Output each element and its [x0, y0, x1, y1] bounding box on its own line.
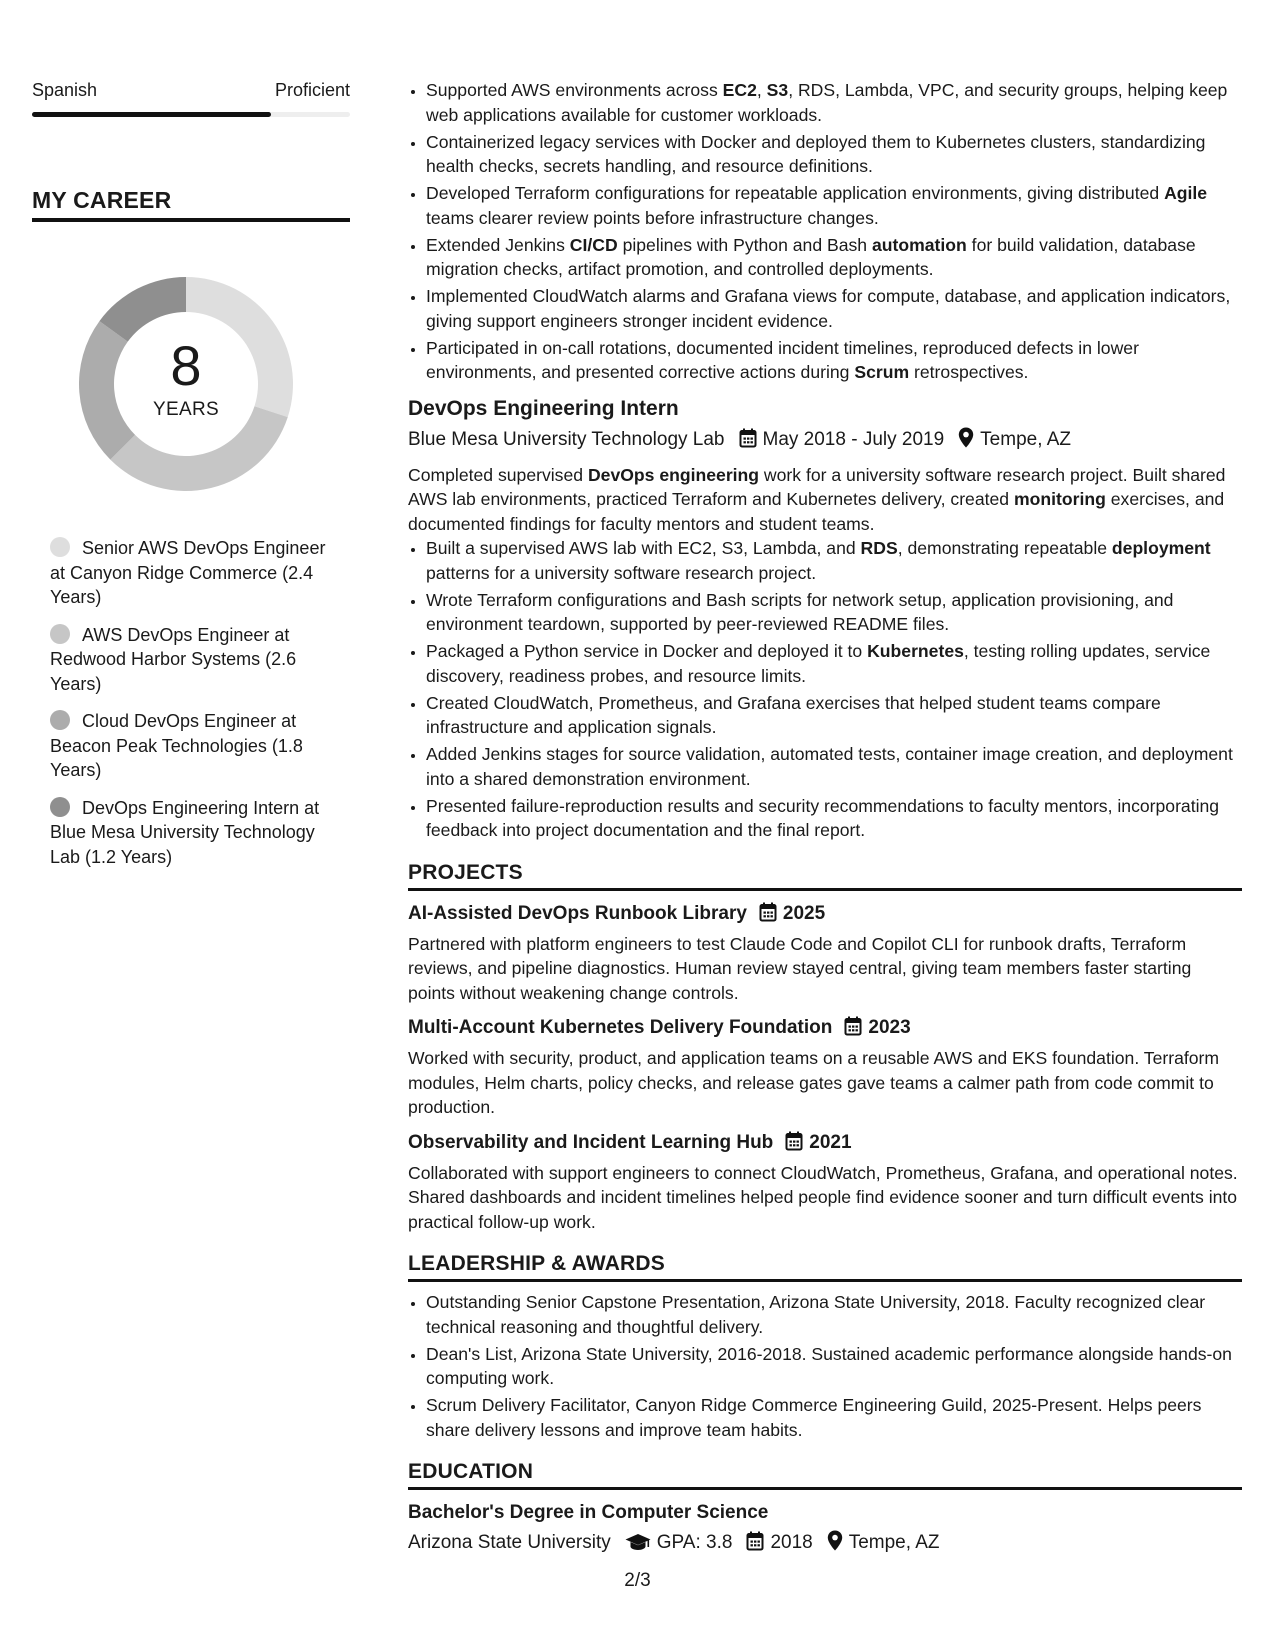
- calendar-icon: [785, 1131, 803, 1159]
- career-legend-item: [50, 796, 340, 870]
- bullet-item: • Presented failure-reproduction results and security recommendations to faculty mentors, incorporating feedback into project documentation and the final report.: [426, 794, 1242, 843]
- bullet-item: • Outstanding Senior Capstone Presentation, Arizona State University, 2018. Faculty recognized clear technical reasoning and thoughtful delivery.: [426, 1290, 1242, 1339]
- legend-dot: [50, 710, 70, 730]
- location-pin-icon: [827, 1530, 843, 1560]
- sidebar: [32, 78, 350, 882]
- bullet-item: • Dean's List, Arizona State University, 2016-2018. Sustained academic performance alongside hands-on computing work.: [426, 1342, 1242, 1391]
- job-location: Tempe, AZ: [980, 428, 1071, 450]
- project-year: 2021: [809, 1131, 852, 1153]
- education-location: Tempe, AZ: [848, 1532, 940, 1553]
- language-row: [32, 78, 350, 102]
- bullet-item: • Supported AWS environments across EC2, S3, RDS, Lambda, VPC, and security groups, helping keep web applications available for customer workloads.: [426, 78, 1242, 127]
- bullet-item: • Implemented CloudWatch alarms and Grafana views for compute, database, and application indicators, giving support engineers stronger incident evidence.: [426, 284, 1242, 333]
- career-legend-item: [50, 709, 340, 783]
- leadership-list: [408, 1290, 1242, 1442]
- education-gpa: GPA: 3.8: [656, 1532, 733, 1553]
- career-legend-item: [50, 536, 340, 610]
- bullet-item: • Added Jenkins stages for source validation, automated tests, container image creation, and deployment into a shared demonstration environment.: [426, 742, 1242, 791]
- legend-dot: [50, 624, 70, 644]
- career-donut-chart: [66, 264, 306, 504]
- projects-heading: PROJECTS: [408, 861, 1242, 891]
- career-total-unit: YEARS: [153, 399, 219, 420]
- project-year: 2023: [868, 1017, 911, 1038]
- education-year: 2018: [770, 1532, 813, 1553]
- career-heading: MY CAREER: [32, 187, 350, 222]
- school-name: Arizona State University: [408, 1532, 611, 1553]
- job-company: Blue Mesa University Technology Lab: [408, 428, 725, 450]
- career-legend-label: Senior AWS DevOps Engineer at Canyon Ridge Commerce (2.4 Years): [50, 538, 326, 607]
- career-legend: [32, 536, 350, 869]
- job-title: DevOps Engineering Intern: [408, 396, 679, 420]
- job-bullets: [408, 536, 1242, 843]
- donut-center: [66, 264, 306, 504]
- project-description: Partnered with platform engineers to test Claude Code and Copilot CLI for runbook drafts, Terraform reviews, and pipeline diagnostics. Human review stayed central, giving team members faster starting points without weakening change controls.: [408, 933, 1192, 1003]
- bullet-item: • Packaged a Python service in Docker and deployed it to Kubernetes, testing rolling updates, service discovery, readiness probes, and resource limits.: [426, 639, 1242, 688]
- education-heading: EDUCATION: [408, 1460, 1242, 1490]
- project-title-row: [408, 1130, 1242, 1159]
- language-level: Proficient: [274, 80, 350, 100]
- project-entry: [408, 1015, 1242, 1120]
- location-pin-icon: [958, 427, 974, 457]
- career-legend-label: AWS DevOps Engineer at Redwood Harbor Systems (2.6 Years): [50, 624, 297, 694]
- bullet-item: • Participated in on-call rotations, documented incident timelines, reproduced defects in lower environments, and presented corrective actions during Scrum retrospectives.: [426, 336, 1242, 385]
- language-proficiency-bar: [32, 112, 350, 117]
- previous-job-bullets: [408, 78, 1242, 385]
- project-title: Multi-Account Kubernetes Delivery Foundation: [408, 1017, 833, 1038]
- degree-title: Bachelor's Degree in Computer Science: [408, 1502, 769, 1523]
- bullet-item: • Extended Jenkins CI/CD pipelines with Python and Bash automation for build validation, database migration checks, artifact promotion, and controlled deployments.: [426, 233, 1242, 282]
- project-year: 2025: [782, 902, 826, 924]
- calendar-icon: [759, 902, 777, 930]
- job-dates: May 2018 - July 2019: [762, 428, 945, 450]
- bullet-item: • Created CloudWatch, Prometheus, and Grafana exercises that helped student teams compare infrastructure and application signals.: [426, 691, 1242, 740]
- calendar-icon: [844, 1016, 862, 1044]
- bullet-item: • Containerized legacy services with Docker and deployed them to Kubernetes clusters, standardizing health checks, secrets handling, and resource definitions.: [426, 130, 1242, 179]
- job-meta: [408, 426, 1242, 457]
- graduation-cap-icon: [625, 1532, 651, 1560]
- project-entry: [408, 1130, 1242, 1235]
- legend-dot: [50, 797, 70, 817]
- career-legend-label: Cloud DevOps Engineer at Beacon Peak Technologies (1.8 Years): [50, 711, 303, 780]
- calendar-icon: [739, 428, 757, 457]
- project-description: Collaborated with support engineers to connect CloudWatch, Prometheus, Grafana, and operational notes. Shared dashboards and incident timelines helped people find evidence sooner and turn difficult events into practical follow-up work.: [408, 1162, 1238, 1232]
- project-title: Observability and Incident Learning Hub: [408, 1131, 774, 1153]
- calendar-icon: [746, 1531, 764, 1560]
- job-summary: Completed supervised DevOps engineering work for a university software research project. Built shared AWS lab environments, practiced Terraform and Kubernetes delivery, created monitoring exercises, and documented findings for faculty mentors and student teams.: [408, 464, 1226, 534]
- project-description: Worked with security, product, and application teams on a reusable AWS and EKS foundation. Terraform modules, Helm charts, policy checks, and release gates gave teams a calmer path from code commit to production.: [408, 1048, 1220, 1117]
- bullet-item: • Developed Terraform configurations for repeatable application environments, giving distributed Agile teams clearer review points before infrastructure changes.: [426, 181, 1242, 230]
- language-proficiency-fill: [32, 112, 271, 117]
- bullet-item: • Wrote Terraform configurations and Bash scripts for network setup, application provisioning, and environment teardown, supported by peer-reviewed README files.: [426, 588, 1242, 637]
- page-number: 2/3: [624, 1570, 651, 1591]
- career-legend-label: DevOps Engineering Intern at Blue Mesa University Technology Lab (1.2 Years): [50, 797, 320, 867]
- career-legend-item: [50, 623, 340, 697]
- project-title: AI-Assisted DevOps Runbook Library: [408, 902, 747, 924]
- career-total-years: 8: [170, 334, 202, 397]
- education-meta: [408, 1529, 1242, 1560]
- project-title-row: [408, 1015, 1242, 1044]
- bullet-item: • Scrum Delivery Facilitator, Canyon Ridge Commerce Engineering Guild, 2025-Present. Helps peers share delivery lessons and improve team habits.: [426, 1393, 1242, 1442]
- project-entry: [408, 901, 1242, 1006]
- project-title-row: [408, 901, 1242, 930]
- bullet-item: • Built a supervised AWS lab with EC2, S3, Lambda, and RDS, demonstrating repeatable deployment patterns for a university software research project.: [426, 536, 1242, 585]
- language-name: Spanish: [32, 80, 98, 100]
- projects-list: [408, 901, 1242, 1235]
- leadership-heading: LEADERSHIP & AWARDS: [408, 1252, 1242, 1282]
- main-content: [408, 78, 1242, 1560]
- legend-dot: [50, 537, 70, 557]
